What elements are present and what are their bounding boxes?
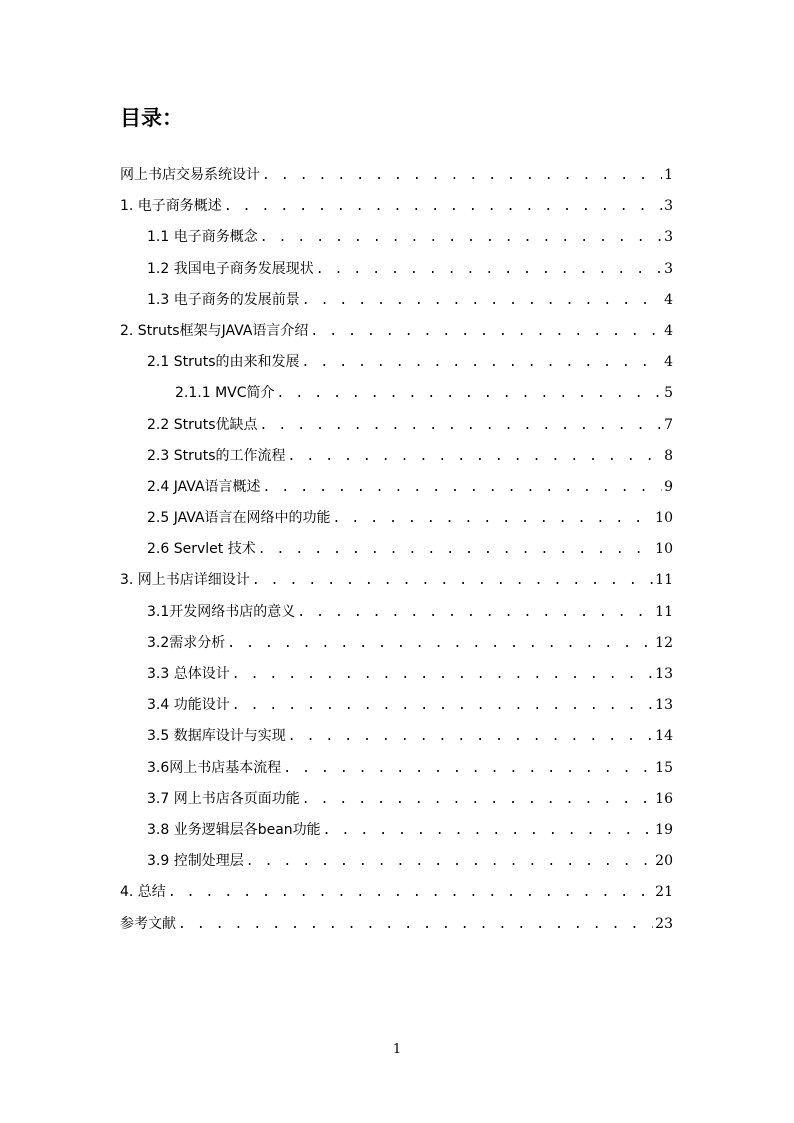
toc-entry[interactable]	[120, 846, 673, 877]
toc-entry-label: 1.3 电子商务的发展前景	[147, 291, 300, 308]
toc-entry-page: 12	[655, 634, 673, 651]
toc-entry-label: 3.4 功能设计	[147, 697, 230, 714]
toc-entry-page: 16	[655, 790, 673, 807]
toc-dot-leader	[227, 628, 653, 659]
toc-dot-leader	[302, 285, 662, 316]
toc-entry-page: 21	[655, 884, 673, 901]
toc-dot-leader	[277, 378, 663, 409]
toc-dot-leader	[302, 347, 663, 378]
page-title: 目录：	[120, 106, 183, 130]
toc-entry-page: 3	[664, 229, 673, 246]
toc-entry[interactable]	[120, 877, 673, 908]
toc-entry-page: 3	[664, 198, 673, 215]
toc-entry-label: 3.5 数据库设计与实现	[147, 728, 286, 745]
toc-entry-label: 3.1开发网络书店的意义	[147, 603, 296, 620]
toc-entry-page: 20	[655, 853, 673, 870]
toc-entry[interactable]	[120, 254, 673, 285]
toc-entry[interactable]	[120, 378, 673, 409]
toc-entry-label: 3.6网上书店基本流程	[147, 759, 282, 776]
toc-dot-leader	[232, 659, 653, 690]
toc-entry[interactable]	[120, 753, 673, 784]
toc-entry-label: 2.3 Struts的工作流程	[147, 447, 286, 464]
toc-dot-leader	[263, 472, 663, 503]
toc-entry-label: 3.7 网上书店各页面功能	[147, 790, 300, 807]
toc-dot-leader	[260, 410, 663, 441]
toc-entry[interactable]	[120, 815, 673, 846]
toc-entry-page: 5	[664, 385, 673, 402]
toc-entry-label: 3. 网上书店详细设计	[120, 572, 250, 589]
toc-dot-leader	[310, 316, 662, 347]
toc-entry-label: 参考文献	[120, 915, 176, 932]
toc-dot-leader	[168, 877, 653, 908]
toc-entry-page: 10	[655, 510, 673, 527]
toc-dot-leader	[302, 784, 653, 815]
toc-entry-page: 13	[655, 666, 673, 682]
toc-entry[interactable]	[120, 191, 673, 222]
toc-entry-page: 7	[664, 416, 673, 433]
toc-entry-label: 2.2 Struts优缺点	[147, 416, 258, 433]
toc-entry-label: 1. 电子商务概述	[120, 198, 222, 215]
toc-entry-label: 2.1 Struts的由来和发展	[147, 354, 300, 371]
toc-entry-page: 9	[664, 478, 673, 495]
toc-dot-leader	[297, 597, 653, 628]
toc-entry[interactable]	[120, 534, 673, 565]
toc-entry-page: 1	[664, 167, 673, 183]
toc-entry-label: 1.2 我国电子商务发展现状	[147, 260, 314, 277]
toc-dot-leader	[283, 753, 653, 784]
toc-dot-leader	[246, 846, 653, 877]
toc-entry-page: 4	[664, 291, 673, 308]
toc-entry-page: 14	[655, 728, 673, 745]
toc-entry[interactable]	[120, 690, 673, 721]
toc-dot-leader	[316, 254, 662, 285]
toc-entry-page: 11	[655, 603, 673, 620]
toc-entry-label: 3.8 业务逻辑层各bean功能	[147, 821, 321, 838]
toc-dot-leader	[288, 441, 663, 472]
toc-entry-label: 3.9 控制处理层	[147, 853, 244, 870]
toc-dot-leader	[323, 815, 654, 846]
toc-dot-leader	[178, 909, 653, 940]
toc-entry[interactable]	[120, 222, 673, 253]
toc-dot-leader	[260, 222, 662, 253]
toc-entry[interactable]	[120, 784, 673, 815]
toc-dot-leader	[252, 565, 653, 596]
toc-entry-page: 10	[655, 541, 673, 558]
toc-entry[interactable]	[120, 909, 673, 940]
toc-entry-page: 13	[655, 697, 673, 714]
toc-entry[interactable]	[120, 597, 673, 628]
table-of-contents	[120, 160, 673, 940]
toc-dot-leader	[288, 721, 653, 752]
toc-entry-label: 4. 总结	[120, 884, 166, 901]
toc-entry-label: 网上书店交易系统设计	[120, 167, 260, 183]
toc-dot-leader	[232, 690, 653, 721]
toc-entry-page: 11	[655, 572, 673, 589]
toc-entry-label: 2.6 Servlet 技术	[147, 541, 256, 558]
toc-entry[interactable]	[120, 285, 673, 316]
toc-entry[interactable]	[120, 472, 673, 503]
toc-dot-leader	[262, 160, 662, 191]
toc-entry[interactable]	[120, 628, 673, 659]
toc-entry-label: 3.3 总体设计	[147, 666, 230, 682]
toc-dot-leader	[224, 191, 662, 222]
toc-entry[interactable]	[120, 441, 673, 472]
toc-entry-label: 3.2需求分析	[147, 634, 226, 651]
toc-entry[interactable]	[120, 565, 673, 596]
toc-entry-page: 4	[664, 354, 673, 371]
toc-entry[interactable]	[120, 316, 673, 347]
toc-entry-label: 2.5 JAVA语言在网络中的功能	[147, 510, 331, 527]
toc-entry[interactable]	[120, 659, 673, 690]
toc-entry-label: 2.4 JAVA语言概述	[147, 478, 261, 495]
toc-entry-label: 1.1 电子商务概念	[147, 229, 258, 246]
toc-entry[interactable]	[120, 410, 673, 441]
toc-dot-leader	[258, 534, 653, 565]
toc-entry-page: 4	[664, 322, 673, 339]
page-number: 1	[392, 1042, 402, 1057]
toc-entry[interactable]	[120, 160, 673, 191]
toc-entry-page: 15	[655, 759, 673, 776]
toc-entry-page: 3	[664, 260, 673, 277]
toc-entry[interactable]	[120, 721, 673, 752]
toc-entry-label: 2.1.1 MVC简介	[175, 385, 275, 402]
toc-entry-page: 8	[664, 447, 673, 464]
toc-entry-page: 19	[655, 821, 673, 838]
toc-entry[interactable]	[120, 347, 673, 378]
toc-entry-page: 23	[655, 915, 673, 932]
toc-entry-label: 2. Struts框架与JAVA语言介绍	[120, 322, 309, 339]
toc-dot-leader	[333, 503, 654, 534]
toc-entry[interactable]	[120, 503, 673, 534]
